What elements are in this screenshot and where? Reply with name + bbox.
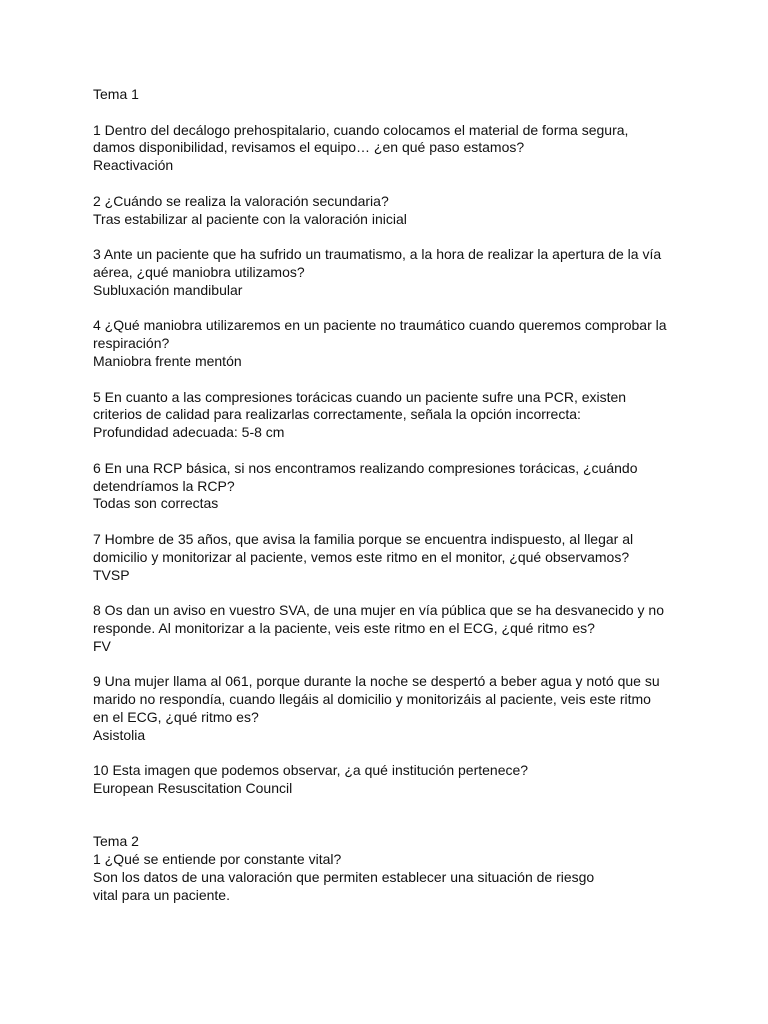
question-block (93, 851, 693, 904)
question-text: 3 Ante un paciente que ha sufrido un traumatismo, a la hora de realizar la apertura de la vía (93, 246, 662, 263)
question-text: 10 Esta imagen que podemos observar, ¿a qué institución pertenece? (93, 762, 529, 779)
question-text: criterios de calidad para realizarlas correctamente, señala la opción incorrecta: (93, 406, 581, 423)
question-block (93, 193, 693, 229)
paragraph-gap (93, 442, 693, 460)
answer-text: Profundidad adecuada: 5-8 cm (93, 424, 285, 441)
question-text: 9 Una mujer llama al 061, porque durante la noche se despertó a beber agua y notó que su (93, 673, 660, 690)
answer-text: Maniobra frente mentón (93, 352, 242, 369)
paragraph-gap (93, 744, 693, 762)
question-text: 1 Dentro del decálogo prehospitalario, cuando colocamos el material de forma segura, (93, 121, 629, 138)
question-text: responde. Al monitorizar a la paciente, veis este ritmo en el ECG, ¿qué ritmo es? (93, 619, 595, 636)
section-gap (93, 798, 693, 834)
answer-text: Todas son correctas (93, 495, 219, 512)
question-text: respiración? (93, 335, 170, 352)
paragraph-gap (93, 175, 693, 193)
question-text: aérea, ¿qué maniobra utilizamos? (93, 263, 305, 280)
answer-text: Son los datos de una valoración que permiten establecer una situación de riesgo (93, 869, 595, 886)
document-body (93, 86, 693, 905)
answer-text: FV (93, 637, 111, 654)
question-text: domicilio y monitorizar al paciente, vemos este ritmo en el monitor, ¿qué observamos? (93, 548, 630, 565)
question-text: 2 ¿Cuándo se realiza la valoración secundaria? (93, 192, 389, 209)
answer-text: Reactivación (93, 157, 174, 174)
paragraph-gap (93, 300, 693, 318)
question-text: 8 Os dan un aviso en vuestro SVA, de una mujer en vía pública que se ha desvanecido y no (93, 602, 664, 619)
question-block (93, 317, 693, 370)
paragraph-gap (93, 104, 693, 122)
paragraph-gap (93, 371, 693, 389)
paragraph-gap (93, 584, 693, 602)
question-block (93, 389, 693, 442)
answer-text: Tras estabilizar al paciente con la valoración inicial (93, 210, 407, 227)
paragraph-gap (93, 656, 693, 674)
section-title-tema-2: Tema 2 (93, 833, 139, 850)
question-text: marido no respondía, cuando llegáis al domicilio y monitorizáis al paciente, veis este ritmo (93, 691, 651, 708)
question-text: 5 En cuanto a las compresiones torácicas cuando un paciente sufre una PCR, existen (93, 388, 627, 405)
question-block (93, 531, 693, 584)
question-text: 7 Hombre de 35 años, que avisa la familia porque se encuentra indispuesto, al llegar al (93, 530, 634, 547)
question-block (93, 762, 693, 798)
answer-text: vital para un paciente. (93, 886, 230, 903)
paragraph-gap (93, 228, 693, 246)
question-text: en el ECG, ¿qué ritmo es? (93, 708, 259, 725)
question-block (93, 673, 693, 744)
question-block (93, 122, 693, 175)
question-text: detendríamos la RCP? (93, 477, 235, 494)
question-block (93, 460, 693, 513)
question-text: damos disponibilidad, revisamos el equipo… ¿en qué paso estamos? (93, 139, 525, 156)
question-text: 1 ¿Qué se entiende por constante vital? (93, 851, 342, 868)
answer-text: TVSP (93, 566, 130, 583)
question-text: 4 ¿Qué maniobra utilizaremos en un paciente no traumático cuando queremos comprobar la (93, 317, 667, 334)
section-title-tema-1: Tema 1 (93, 86, 139, 102)
question-block (93, 246, 693, 299)
paragraph-gap (93, 513, 693, 531)
question-block (93, 602, 693, 655)
answer-text: European Resuscitation Council (93, 780, 293, 797)
answer-text: Asistolia (93, 726, 146, 743)
question-text: 6 En una RCP básica, si nos encontramos realizando compresiones torácicas, ¿cuándo (93, 459, 638, 476)
answer-text: Subluxación mandibular (93, 281, 243, 298)
